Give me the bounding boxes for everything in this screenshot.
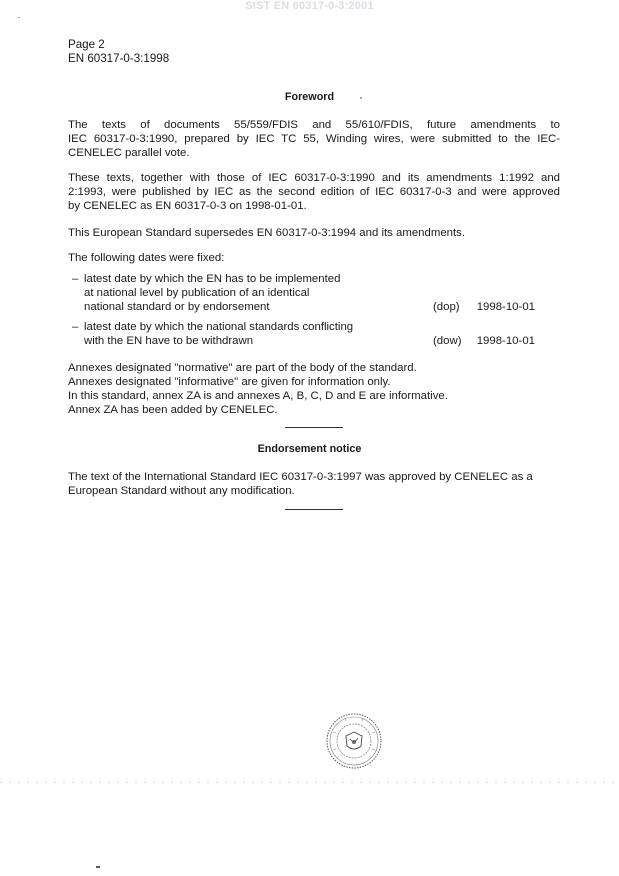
- text-line: In this standard, annex ZA is and annexes A, B, C, D and E are informative.: [68, 390, 448, 402]
- text-line: Annexes designated "normative" are part of the body of the standard.: [68, 362, 417, 374]
- annexes-note: [68, 361, 560, 417]
- text-line: IEC 60317-0-3:1990, prepared by IEC TC 55, Winding wires, were submitted to the IEC-: [68, 133, 560, 145]
- section-divider: [285, 509, 343, 510]
- list-dash: –: [72, 321, 79, 333]
- text-line: CENELEC parallel vote.: [68, 147, 190, 159]
- page-number: Page 2: [68, 38, 105, 51]
- scan-speck: [360, 97, 362, 99]
- text-line: Annex ZA has been added by CENELEC.: [68, 404, 278, 416]
- endorsement-text: [68, 470, 560, 498]
- date-item-dop: [72, 272, 535, 314]
- watermark: SIST EN 60317-0-3:2001: [245, 0, 374, 12]
- scan-speck: [18, 17, 20, 18]
- text-line: This European Standard supersedes EN 60317-0-3:1994 and its amendments.: [68, 227, 466, 239]
- date-code: (dow): [433, 335, 462, 347]
- section-divider: [285, 427, 343, 428]
- date-value: 1998-10-01: [476, 301, 535, 313]
- foreword-paragraph-3: [68, 226, 560, 240]
- text-line: latest date by which the EN has to be implemented: [84, 273, 341, 285]
- text-line: European Standard without any modification.: [68, 485, 295, 497]
- text-line: at national level by publication of an identical: [84, 287, 310, 299]
- date-code: (dop): [433, 301, 460, 313]
- text-line: latest date by which the national standards conflicting: [84, 321, 354, 333]
- text-line: national standard or by endorsement: [84, 301, 270, 313]
- foreword-paragraph-1: [68, 118, 560, 160]
- text-line: These texts, together with those of IEC 60317-0-3:1990 and its amendments 1:1992 and: [68, 172, 560, 184]
- date-value: 1998-10-01: [476, 335, 535, 347]
- document-number: EN 60317-0-3:1998: [68, 52, 170, 65]
- foreword-paragraph-2: [68, 171, 560, 213]
- text-line: The following dates were fixed:: [68, 252, 225, 264]
- scan-artifact-line: [0, 782, 619, 783]
- text-line: The texts of documents 55/559/FDIS and 55/610/FDIS, future amendments to: [68, 119, 560, 131]
- official-seal-icon: [325, 712, 383, 770]
- dates-intro: [68, 251, 560, 265]
- text-line: 2:1993, were published by IEC as the second edition of IEC 60317-0-3 and were approved: [68, 186, 560, 198]
- text-line: The text of the International Standard IEC 60317-0-3:1997 was approved by CENELEC as a: [68, 471, 533, 483]
- text-line: by CENELEC as EN 60317-0-3 on 1998-01-01.: [68, 200, 307, 212]
- list-dash: –: [72, 273, 79, 285]
- page-header: [68, 38, 169, 66]
- text-line: with the EN have to be withdrawn: [84, 335, 254, 347]
- text-line: Annexes designated "informative" are given for information only.: [68, 376, 391, 388]
- foreword-title: Foreword: [284, 91, 335, 103]
- date-item-dow: [72, 320, 535, 348]
- endorsement-title: Endorsement notice: [257, 443, 362, 455]
- scan-speck: [96, 866, 100, 868]
